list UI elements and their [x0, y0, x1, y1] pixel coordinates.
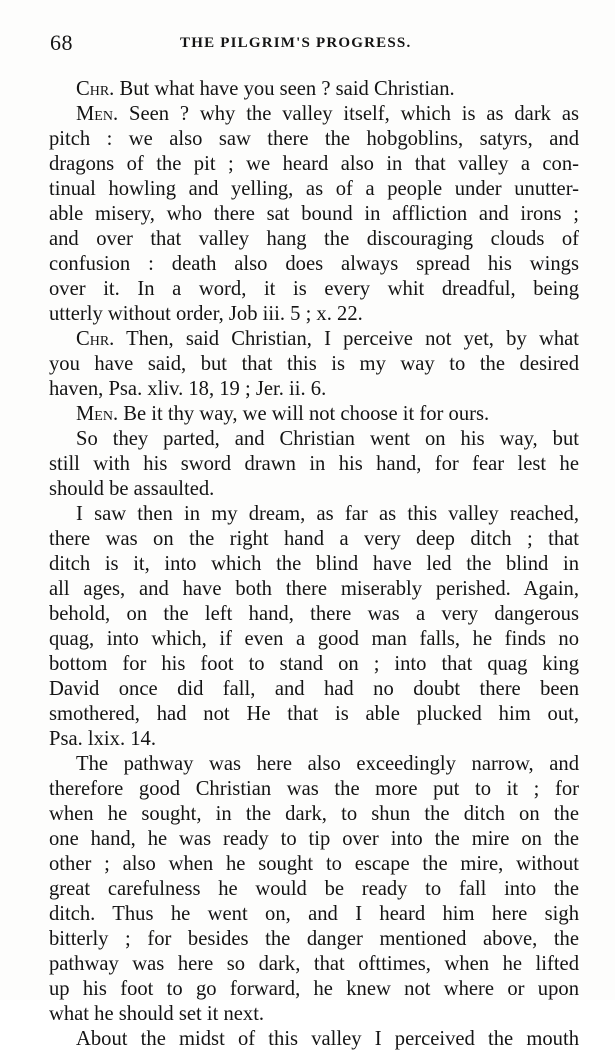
text-line — [49, 202, 579, 227]
running-title: THE PILGRIM'S PROGRESS. — [180, 35, 412, 51]
line-text: when he sought, in the dark, to shun the ditch on the — [49, 803, 579, 825]
text-line — [49, 777, 579, 802]
line-text: over it. In a word, it is every whit dreadful, being — [49, 278, 579, 300]
text-line — [49, 877, 579, 902]
text-line — [49, 452, 579, 477]
text-line — [49, 652, 579, 677]
line-text: therefore good Christian was the more put to it ; for — [49, 778, 579, 800]
line-text: you have said, but that this is my way to the desired — [49, 353, 579, 375]
text-line — [49, 1002, 579, 1027]
text-line — [49, 177, 579, 202]
text-line — [49, 527, 579, 552]
line-text: pitch : we also saw there the hobgoblins, satyrs, and — [49, 128, 579, 150]
line-text: up his foot to go forward, he knew not where or upon — [49, 978, 579, 1000]
line-text: smothered, had not He that is able plucked him out, — [49, 703, 579, 725]
line-text: The pathway was here also exceedingly narrow, and — [76, 753, 579, 775]
text-line — [49, 602, 579, 627]
speaker-label: Chr. — [76, 328, 115, 350]
line-text: quag, into which, if even a good man falls, he finds no — [49, 628, 579, 650]
text-line — [49, 277, 579, 302]
speaker-label: Men. — [76, 103, 119, 125]
line-text: ditch is it, into which the blind have led the blind in — [49, 553, 579, 575]
line-text: pathway was here so dark, that ofttimes, when he lifted — [49, 953, 579, 975]
text-line — [49, 952, 579, 977]
text-line — [49, 352, 579, 377]
line-text: Then, said Christian, I perceive not yet, by what — [114, 328, 579, 350]
line-text: dragons of the pit ; we heard also in that valley a con- — [49, 153, 579, 175]
text-line — [49, 977, 579, 1002]
text-line — [49, 752, 579, 777]
text-line — [49, 152, 579, 177]
line-text: bitterly ; for besides the danger mentioned above, the — [49, 928, 579, 950]
text-line — [49, 252, 579, 277]
speaker-label: Chr. — [76, 78, 115, 100]
line-text: all ages, and have both there miserably perished. Again, — [49, 578, 579, 600]
text-line — [49, 327, 579, 352]
line-text: there was on the right hand a very deep ditch ; that — [49, 528, 579, 550]
line-text: able misery, who there sat bound in affliction and irons ; — [49, 203, 579, 225]
line-text: should be assaulted. — [49, 478, 215, 500]
line-text: still with his sword drawn in his hand, for fear lest he — [49, 453, 579, 475]
text-line — [49, 552, 579, 577]
running-head — [50, 28, 570, 58]
line-text: behold, on the left hand, there was a very dangerous — [49, 603, 579, 625]
line-text: and over that valley hang the discouraging clouds of — [49, 228, 579, 250]
line-text: what he should set it next. — [49, 1003, 265, 1025]
text-line — [49, 827, 579, 852]
text-line — [49, 227, 579, 252]
text-line — [49, 852, 579, 877]
text-line — [49, 402, 579, 427]
line-text: So they parted, and Christian went on his way, but — [76, 428, 579, 450]
line-text: utterly without order, Job iii. 5 ; x. 22. — [49, 303, 363, 325]
text-line — [49, 802, 579, 827]
body-text — [49, 77, 579, 1052]
text-line — [49, 702, 579, 727]
text-line — [49, 902, 579, 927]
text-line — [49, 477, 579, 502]
text-line — [49, 677, 579, 702]
text-line — [49, 427, 579, 452]
line-text: About the midst of this valley I perceived the mouth — [76, 1028, 579, 1050]
line-text: tinual howling and yelling, as of a people under unutter- — [49, 178, 579, 200]
text-line — [49, 927, 579, 952]
text-line — [49, 77, 579, 102]
text-line — [49, 127, 579, 152]
line-text: other ; also when he sought to escape the mire, without — [49, 853, 579, 875]
text-line — [49, 627, 579, 652]
text-line — [49, 302, 579, 327]
speaker-label: Men. — [76, 403, 119, 425]
line-text: But what have you seen ? said Christian. — [114, 78, 455, 100]
line-text: Psa. lxix. 14. — [49, 728, 156, 750]
line-text: Seen ? why the valley itself, which is as dark as — [118, 103, 579, 125]
line-text: bottom for his foot to stand on ; into that quag king — [49, 653, 579, 675]
line-text: haven, Psa. xliv. 18, 19 ; Jer. ii. 6. — [49, 378, 327, 400]
line-text: I saw then in my dream, as far as this valley reached, — [76, 503, 579, 525]
line-text: great carefulness he would be ready to fall into the — [49, 878, 579, 900]
line-text: Be it thy way, we will not choose it for ours. — [118, 403, 490, 425]
line-text: ditch. Thus he went on, and I heard him here sigh — [49, 903, 579, 925]
page-number: 68 — [50, 30, 73, 55]
text-line — [49, 102, 579, 127]
line-text: David once did fall, and had no doubt there been — [49, 678, 579, 700]
text-line — [49, 1027, 579, 1052]
text-line — [49, 727, 579, 752]
line-text: one hand, he was ready to tip over into the mire on the — [49, 828, 579, 850]
text-line — [49, 377, 579, 402]
line-text: confusion : death also does always spread his wings — [49, 253, 579, 275]
text-line — [49, 502, 579, 527]
text-line — [49, 577, 579, 602]
